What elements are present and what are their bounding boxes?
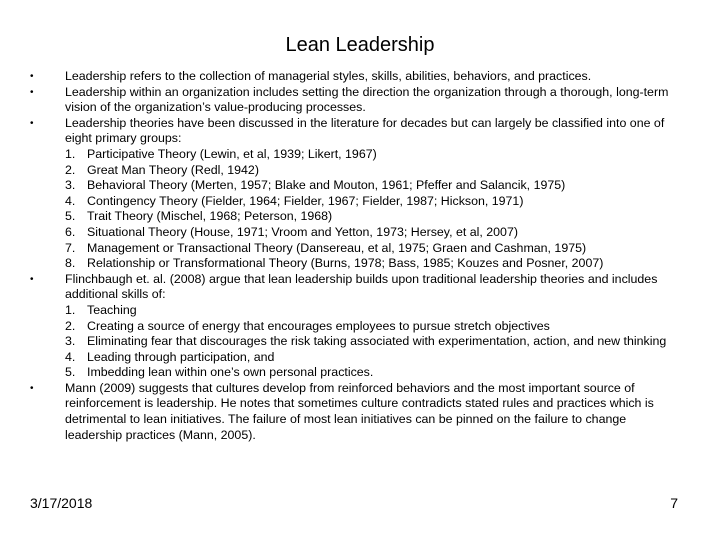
list-text: Imbedding lean within one’s own personal practices. [87, 365, 374, 380]
theory-list [65, 147, 680, 272]
list-item [65, 319, 680, 335]
list-text: Creating a source of energy that encourages employees to pursue stretch objectives [87, 318, 550, 333]
list-text: Great Man Theory (Redl, 1942) [87, 162, 259, 177]
list-text: Eliminating fear that discourages the risk taking associated with experimentation, action, and new thinking [87, 334, 667, 349]
list-item [65, 209, 680, 225]
list-number: 1. [65, 302, 76, 317]
list-text: Participative Theory (Lewin, et al, 1939; Likert, 1967) [87, 146, 377, 161]
list-item [65, 147, 680, 163]
list-number: 2. [65, 318, 76, 333]
skills-list [65, 303, 680, 381]
list-item [65, 194, 680, 210]
list-item [65, 225, 680, 241]
list-text: Relationship or Transformational Theory (Burns, 1978; Bass, 1985; Kouzes and Posner, 2007) [87, 256, 604, 271]
list-item [65, 256, 680, 272]
list-item [65, 303, 680, 319]
bullet-item: • Leadership refers to the collection of managerial styles, skills, abilities, behaviors, and practices. [30, 69, 680, 85]
list-number: 5. [65, 209, 76, 224]
list-text: Leading through participation, and [87, 349, 275, 364]
list-number: 1. [65, 146, 76, 161]
bullet-item: • Mann (2009) suggests that cultures develop from reinforced behaviors and the most important source of reinforcement is leadership. He notes that sometimes culture contradicts stated rules and practices which is detrimental to lean initiatives. The failure of most lean initiatives can be pinned on the failure to change leadership practices (Mann, 2005). [30, 381, 680, 443]
list-item [65, 178, 680, 194]
list-number: 4. [65, 193, 76, 208]
list-number: 7. [65, 240, 76, 255]
list-number: 5. [65, 365, 76, 380]
list-number: 8. [65, 256, 76, 271]
slide-body [30, 69, 680, 443]
list-text: Situational Theory (House, 1971; Vroom and Yetton, 1973; Hersey, et al, 2007) [87, 224, 518, 239]
bullet-item [30, 272, 680, 381]
list-text: Behavioral Theory (Merten, 1957; Blake and Mouton, 1961; Pfeffer and Salancik, 1975) [87, 178, 566, 193]
bullet-text: • Leadership theories have been discussed in the literature for decades but can largely be classified into one of eight primary groups: [65, 115, 665, 146]
list-text: Teaching [87, 302, 137, 317]
list-number: 4. [65, 349, 76, 364]
list-item [65, 350, 680, 366]
list-item [65, 334, 680, 350]
list-text: Management or Transactional Theory (Dansereau, et al, 1975; Graen and Cashman, 1975) [87, 240, 587, 255]
list-number: 2. [65, 162, 76, 177]
footer-date: 3/17/2018 [30, 495, 93, 511]
bullet-item [30, 116, 680, 272]
list-item [65, 163, 680, 179]
list-number: 6. [65, 224, 76, 239]
list-number: 3. [65, 334, 76, 349]
list-text: Contingency Theory (Fielder, 1964; Fielder, 1967; Fielder, 1987; Hickson, 1971) [87, 193, 524, 208]
slide-title: Lean Leadership [285, 34, 435, 56]
list-number: 3. [65, 178, 76, 193]
bullet-item: • Leadership within an organization includes setting the direction the organization through a thorough, long-term vision of the organization’s value-producing processes. [30, 85, 680, 116]
bullet-text: • Flinchbaugh et. al. (2008) argue that lean leadership builds upon traditional leadership theories and includes additional skills of: [65, 271, 658, 302]
list-text: Trait Theory (Mischel, 1968; Peterson, 1968) [87, 209, 333, 224]
list-item [65, 241, 680, 257]
page-number: 7 [670, 495, 678, 511]
list-item [65, 365, 680, 381]
